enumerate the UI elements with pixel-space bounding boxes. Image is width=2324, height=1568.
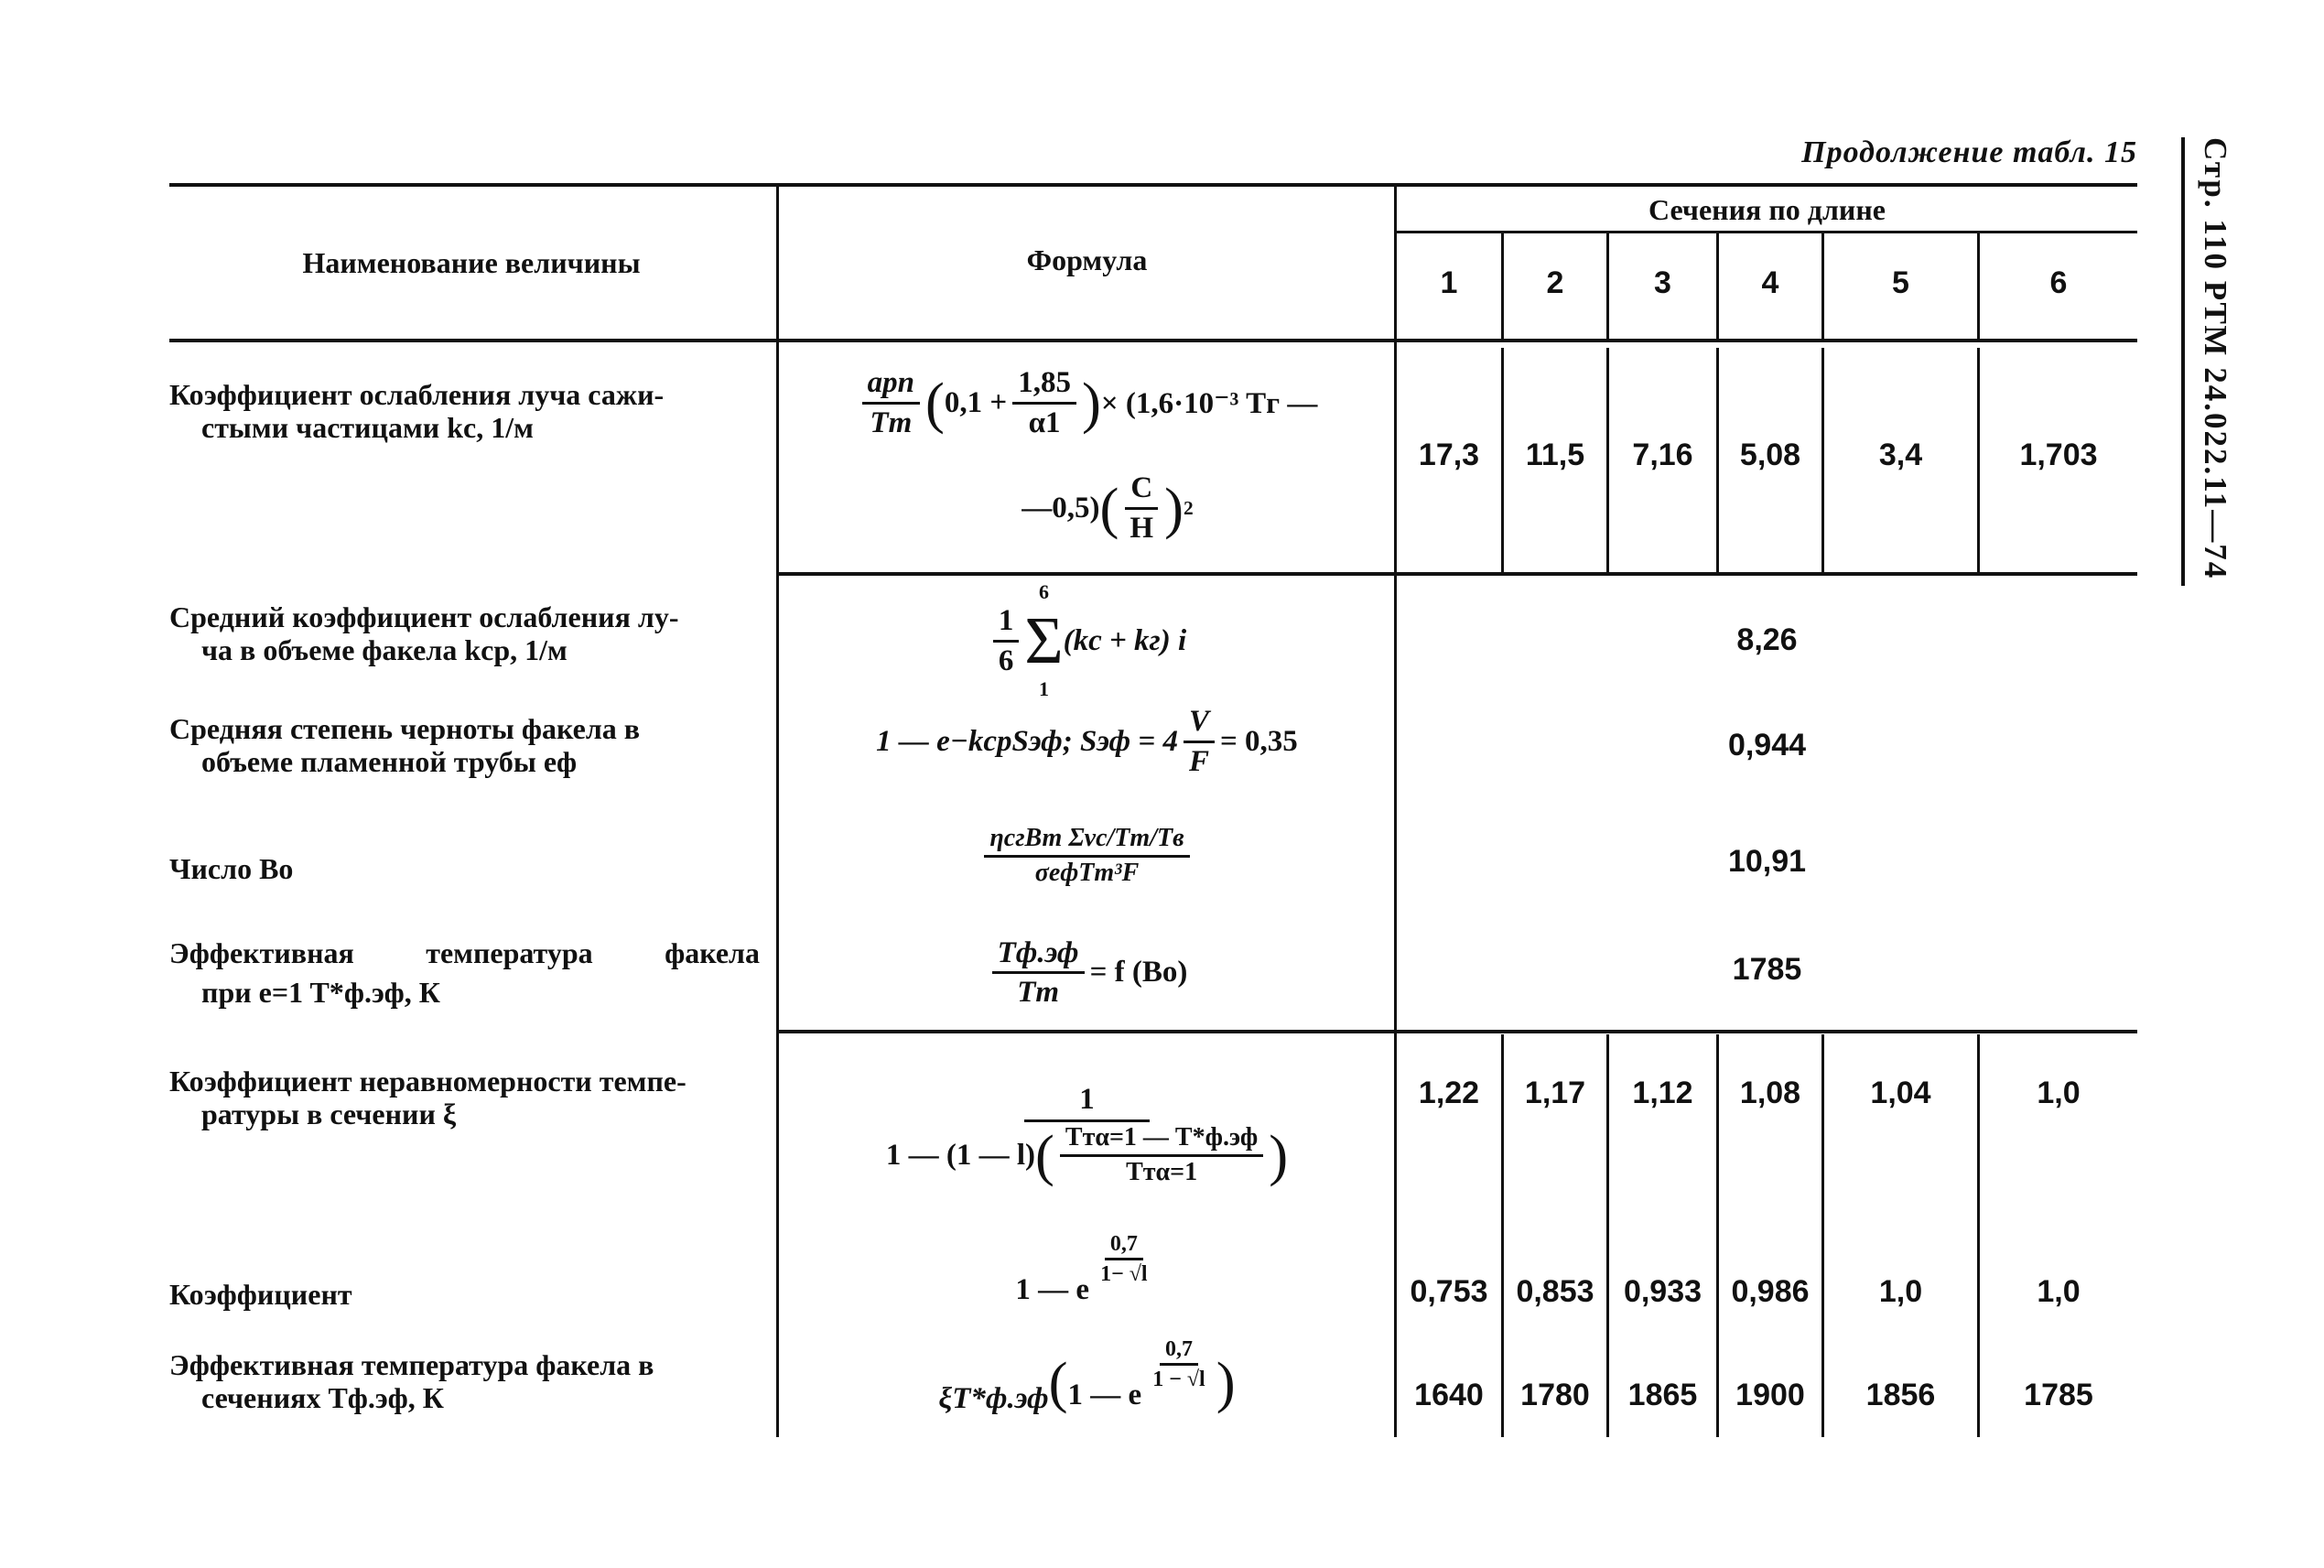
- f4-den: σeфTт³F: [1034, 858, 1140, 887]
- row6-value-5: 1,04: [1870, 1076, 1931, 1110]
- f8-open-paren: (: [1048, 1349, 1068, 1414]
- f1-line2: —0,5): [1021, 491, 1100, 524]
- f1-open-paren: (: [925, 370, 945, 435]
- f6-close-paren: ): [1269, 1123, 1289, 1188]
- f3-frac-num: V: [1184, 705, 1215, 742]
- row1-name-line2: стыми частицами kс, 1/м: [201, 411, 534, 444]
- row1-value-5: 3,4: [1878, 438, 1923, 472]
- table-top-rule: [169, 183, 2137, 187]
- f1-frac-den: α1: [1028, 406, 1061, 439]
- header-bottom-rule: [169, 339, 2137, 342]
- f3: 1 — e−kсрSэф; Sэф = 4: [876, 724, 1178, 758]
- f1-ch-open-paren: (: [1099, 475, 1119, 540]
- row6-name-line1: Коэффициент неравномерности темпе-: [169, 1065, 686, 1098]
- row7-value-4: 0,986: [1731, 1274, 1810, 1309]
- f8-exp-den: 1 − √l: [1152, 1368, 1205, 1392]
- row2-value: 8,26: [1736, 622, 1798, 657]
- f2-frac-num: 1: [993, 604, 1020, 642]
- header-sections: Сечения по длине: [1648, 193, 1886, 226]
- row6-value-3: 1,12: [1632, 1076, 1693, 1110]
- f2-sum: [1024, 582, 1063, 699]
- row1-value-6: 1,703: [2019, 438, 2098, 472]
- row7-value-2: 0,853: [1516, 1274, 1594, 1309]
- row4-formula: [783, 796, 1391, 915]
- row8-formula: [783, 1332, 1391, 1433]
- row6-value-6: 1,0: [2037, 1076, 2081, 1110]
- col-divider-name: [776, 183, 779, 1437]
- row6-name-line2: ратуры в сечении ξ: [201, 1098, 457, 1130]
- f6-num: 1: [1024, 1083, 1150, 1122]
- row8-name-line2: сечениях Tф.эф, К: [201, 1381, 444, 1414]
- f2-sum-top: 6: [1038, 580, 1049, 603]
- row6-formula: [783, 1053, 1391, 1217]
- row8-value-6: 1785: [2024, 1378, 2093, 1412]
- row3-name-line1: Средняя степень черноты факела в: [169, 712, 641, 745]
- f6-inner-num: Tтα=1 — T*ф.эф: [1060, 1124, 1263, 1157]
- f6-outer-frac: [881, 1083, 1293, 1187]
- f7-exp-num: 0,7: [1105, 1232, 1143, 1260]
- col-divider-formula: [1394, 183, 1397, 1437]
- f1-num: apn: [862, 366, 920, 404]
- row6-value-4: 1,08: [1739, 1076, 1801, 1110]
- sections-subheader-rule: [1394, 231, 2137, 233]
- row1-name-line1: Коэффициент ослабления луча сажи-: [169, 378, 665, 411]
- f3-frac-den: F: [1188, 744, 1209, 778]
- row3-formula: [783, 700, 1391, 783]
- row1-formula-line2: [970, 467, 1245, 549]
- f1-tail: × (1,6·10⁻³ Tг —: [1100, 387, 1318, 420]
- section-number-5: 5: [1892, 265, 1909, 300]
- row8-value-5: 1856: [1865, 1378, 1936, 1412]
- f1-close-paren: ): [1081, 370, 1101, 435]
- row7-formula: [783, 1227, 1391, 1327]
- f1-den: Tт: [870, 406, 913, 439]
- row7-value-5: 1,0: [1878, 1274, 1923, 1309]
- row-rule-1: [778, 572, 2137, 576]
- row6-value-2: 1,17: [1524, 1076, 1586, 1110]
- sum-icon: Σ: [1024, 603, 1064, 677]
- row2-name-line2: ча в объеме факела kср, 1/м: [201, 633, 567, 666]
- row-rule-2: [778, 1030, 2137, 1033]
- table-continuation-caption: Продолжение табл. 15: [1801, 135, 2137, 169]
- section-number-1: 1: [1440, 265, 1458, 300]
- row1-value-3: 7,16: [1632, 438, 1693, 472]
- f1-ch-den: Н: [1130, 511, 1154, 545]
- row5-name-line1: Эффективная температура факела: [169, 936, 760, 969]
- header-name: Наименование величины: [302, 246, 641, 279]
- f6-den-a: 1 — (1 — l): [885, 1139, 1035, 1173]
- row3-name-line2: объеме пламенной трубы eф: [201, 745, 578, 778]
- f7-exp-den: 1− √l: [1100, 1262, 1148, 1287]
- f8-close-paren: ): [1216, 1349, 1236, 1414]
- f6-open-paren: (: [1035, 1123, 1054, 1188]
- f3-tail: = 0,35: [1220, 724, 1298, 758]
- row7-value-6: 1,0: [2037, 1274, 2081, 1309]
- section-number-6: 6: [2049, 265, 2068, 300]
- f8-exp-num: 0,7: [1160, 1337, 1198, 1366]
- row4-value: 10,91: [1727, 844, 1807, 879]
- row7-name: Коэффициент: [169, 1278, 352, 1311]
- f2-frac-den: 6: [998, 643, 1014, 677]
- row6-value-1: 1,22: [1418, 1076, 1480, 1110]
- f6-inner-den: Tтα=1: [1126, 1158, 1198, 1187]
- section-number-3: 3: [1654, 265, 1671, 300]
- row5-formula: [783, 925, 1391, 1021]
- row4-name: Число Во: [169, 852, 294, 885]
- f2-sum-bot: 1: [1038, 677, 1049, 700]
- f1-ch-num: С: [1125, 471, 1158, 509]
- row8-value-1: 1640: [1414, 1378, 1484, 1412]
- f5-frac-den: Tт: [1017, 976, 1060, 1009]
- row5-name-line2: при e=1 T*ф.эф, К: [201, 976, 440, 1009]
- row1-value-2: 11,5: [1525, 438, 1585, 472]
- row2-name-line1: Средний коэффициент ослабления лу-: [169, 600, 679, 633]
- row1-value-4: 5,08: [1739, 438, 1801, 472]
- f5-frac-num: Tф.эф: [992, 936, 1085, 974]
- page-side-header: Стр. 110 РТМ 24.022.11—74: [2198, 137, 2233, 580]
- f7: 1 — e: [1015, 1273, 1090, 1306]
- f1-ch-close-paren: ): [1164, 475, 1184, 540]
- f1-square: 2: [1183, 496, 1194, 519]
- row7-value-3: 0,933: [1623, 1274, 1702, 1309]
- f1-frac-num: 1,85: [1012, 366, 1076, 404]
- row7-value-1: 0,753: [1410, 1274, 1488, 1309]
- row8-value-3: 1865: [1627, 1378, 1698, 1412]
- row3-value: 0,944: [1727, 728, 1807, 762]
- f8: ξT*ф.эф: [938, 1382, 1049, 1415]
- header-formula: Формула: [1026, 243, 1148, 276]
- row5-value: 1785: [1732, 952, 1802, 987]
- side-header-rule: [2181, 137, 2185, 586]
- row2-formula: [783, 580, 1391, 700]
- f4-num: ηсгВт Σvc/Tт/Tв: [984, 825, 1189, 858]
- row1-formula-line1: [783, 362, 1391, 444]
- row8-name-line1: Эффективная температура факела в: [169, 1348, 654, 1381]
- f1-mid: 0,1 +: [944, 385, 1008, 419]
- row1-value-1: 17,3: [1418, 438, 1480, 472]
- section-number-4: 4: [1761, 265, 1779, 300]
- section-number-2: 2: [1546, 265, 1564, 300]
- f5-tail: = f (Во): [1089, 956, 1188, 989]
- row8-value-4: 1900: [1735, 1378, 1805, 1412]
- row8-value-2: 1780: [1520, 1378, 1590, 1412]
- f8-body: 1 — e: [1067, 1379, 1142, 1411]
- f2-body: (kс + kг) i: [1063, 623, 1187, 657]
